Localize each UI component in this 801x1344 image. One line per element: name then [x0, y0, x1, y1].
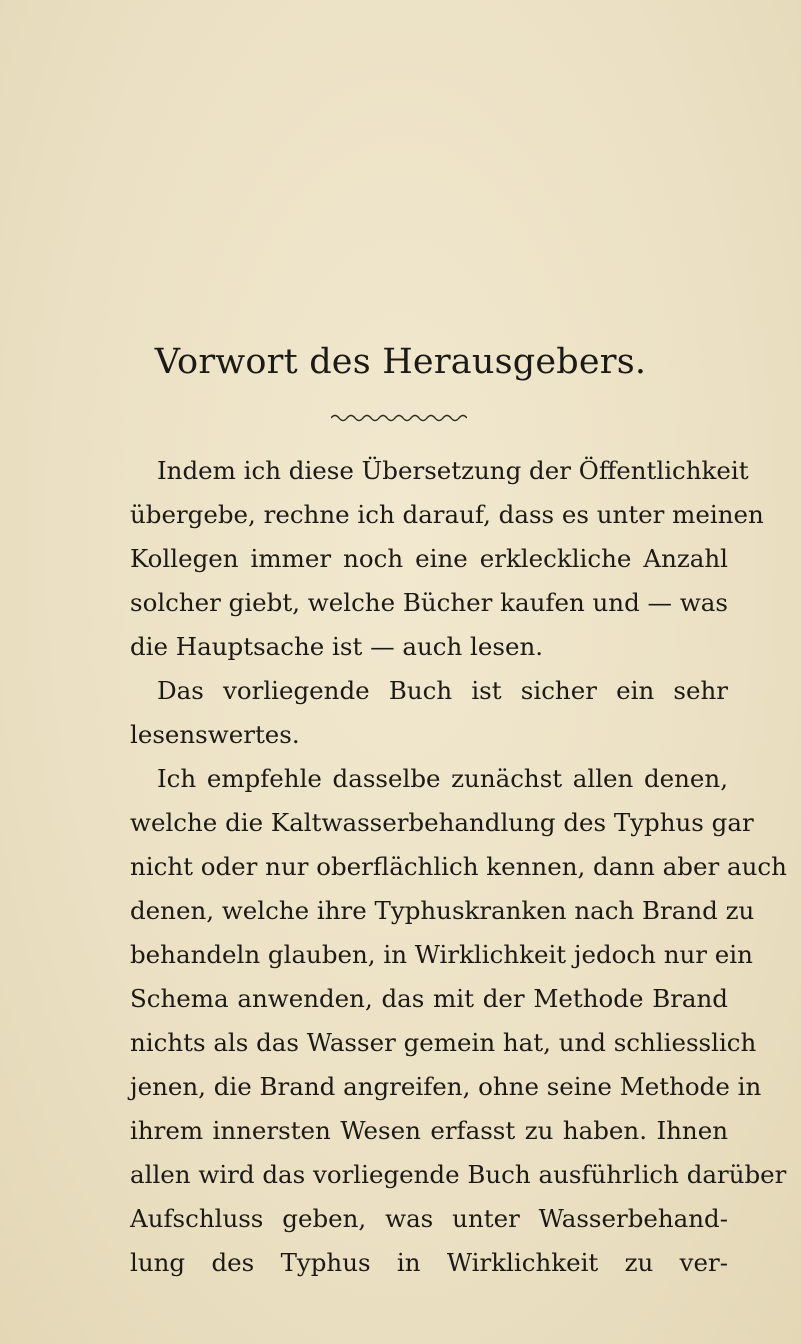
text-line: lesenswertes.: [130, 720, 300, 749]
text-line: übergebe, rechne ich darauf, dass es unter meinen: [130, 500, 764, 529]
text-line: allen wird das vorliegende Buch ausführlich darüber: [130, 1160, 787, 1189]
text-line: behandeln glauben, in Wirklichkeit jedoch nur ein: [130, 940, 753, 969]
text-line: Schema anwenden, das mit der Methode Brand: [130, 984, 728, 1013]
wavy-ornament: [331, 412, 467, 424]
text-line: jenen, die Brand angreifen, ohne seine Methode in: [130, 1072, 762, 1101]
text-line: ihrem innersten Wesen erfasst zu haben. Ihnen: [130, 1116, 728, 1145]
page-heading: Vorwort des Herausgebers.: [154, 342, 647, 382]
text-line: denen, welche ihre Typhuskranken nach Brand zu: [130, 896, 755, 925]
text-line: lung des Typhus in Wirklichkeit zu ver-: [130, 1248, 728, 1277]
text-line: nichts als das Wasser gemein hat, und schliesslich: [130, 1028, 757, 1057]
text-line: Das vorliegende Buch ist sicher ein sehr: [157, 676, 728, 705]
text-line: welche die Kaltwasserbehandlung des Typhus gar: [130, 808, 754, 837]
text-line: Aufschluss geben, was unter Wasserbehand-: [130, 1204, 728, 1233]
text-line: Kollegen immer noch eine erkleckliche Anzahl: [130, 544, 728, 573]
text-line: nicht oder nur oberflächlich kennen, dann aber auch: [130, 852, 787, 881]
text-line: Ich empfehle dasselbe zunächst allen denen,: [157, 764, 728, 793]
text-line: die Hauptsache ist — auch lesen.: [130, 632, 544, 661]
text-line: Indem ich diese Übersetzung der Öffentlichkeit: [157, 456, 749, 485]
text-line: solcher giebt, welche Bücher kaufen und — was: [130, 588, 728, 617]
